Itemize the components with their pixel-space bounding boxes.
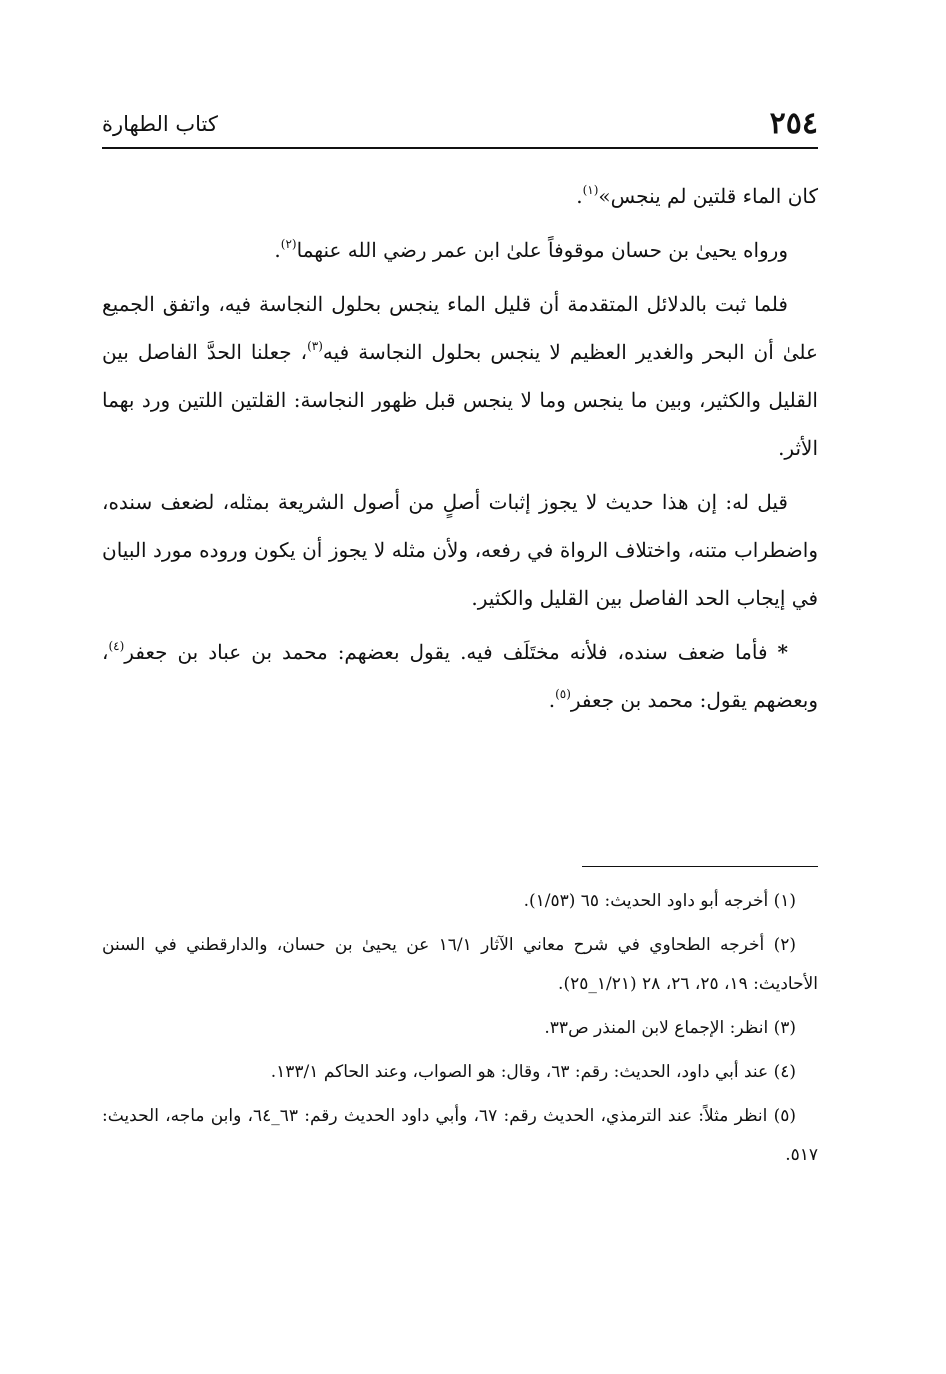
page-number: ٢٥٤ (769, 106, 818, 141)
running-header (102, 104, 818, 144)
paragraph-2-text: ورواه يحيىٰ بن حسان موقوفاً علىٰ ابن عمر رضي الله عنهما (296, 238, 788, 262)
footnote-2: (٢) أخرجه الطحاوي في شرح معاني الآثار ١٦/١ عن يحيىٰ بن حسان، والدارقطني في السنن الأحاديث: ١٩، ٢٥، ٢٦، ٢٨ (١/٢١_٢٥). (102, 935, 818, 994)
footnote-ref-3: (٣) (307, 339, 323, 353)
paragraph-3-text-a: فلما ثبت بالدلائل المتقدمة أن قليل الماء ينجس بحلول النجاسة فيه، واتفق الجميع علىٰ أن البحر والغدير العظيم لا ينجس بحلول النجاسة فيه (102, 292, 818, 364)
footnote-separator (582, 866, 818, 867)
paragraph-2 (102, 226, 818, 274)
paragraph-5-text-a: فأما ضعف سنده، فلأنه مختَلَف فيه. يقول بعضهم: محمد بن عباد بن جعفر (124, 640, 768, 664)
footnote-3: (٣) انظر: الإجماع لابن المنذر ص٣٣. (544, 1018, 796, 1038)
paragraph-5-text-b: ، وبعضهم يقول: محمد بن جعفر (102, 640, 818, 712)
header-rule (102, 147, 818, 149)
paragraph-1-text: كان الماء قلتين لم ينجس» (598, 184, 818, 208)
star-bullet: * (777, 640, 788, 664)
footnote-ref-5: (٥) (555, 687, 571, 701)
paragraph-3 (102, 280, 818, 472)
footnote-5: (٥) انظر مثلاً: عند الترمذي، الحديث رقم: ٦٧، وأبي داود الحديث رقم: ٦٣_٦٤، وابن ماجه، الحديث: ٥١٧. (102, 1106, 818, 1165)
main-text (102, 172, 818, 730)
book-title: كتاب الطهارة (102, 112, 218, 136)
paragraph-5 (102, 628, 818, 724)
paragraph-4 (102, 478, 818, 622)
footnote-ref-2: (٢) (280, 237, 297, 251)
footnote-ref-1: (١) (582, 183, 599, 197)
paragraph-4-text: قيل له: إن هذا حديث لا يجوز إثبات أصلٍ من أصول الشريعة بمثله، لضعف سنده، واضطراب متنه، واختلاف الرواة في رفعه، ولأن مثله لا يجوز أن يكون وروده مورد البيان في إيجاب الحد الفاصل بين القليل والكثير. (102, 490, 819, 610)
paragraph-3-text-b: ، جعلنا الحدَّ الفاصل بين القليل والكثير، وبين ما ينجس وما لا ينجس قبل ظهور النجاسة: القلتين اللتين ورد بهما الأثر. (102, 340, 818, 460)
footnote-1: (١) أخرجه أبو داود الحديث: ٦٥ (١/٥٣). (523, 891, 796, 911)
footnote-ref-4: (٤) (108, 639, 125, 653)
paragraph-2-end: . (274, 238, 281, 262)
paragraph-1 (102, 172, 818, 220)
paragraph-1-end: . (576, 184, 583, 208)
footnotes (102, 882, 818, 1180)
paragraph-5-end: . (548, 688, 556, 712)
footnote-4: (٤) عند أبي داود، الحديث: رقم: ٦٣، وقال: هو الصواب، وعند الحاكم ١٣٣/١. (270, 1062, 796, 1082)
